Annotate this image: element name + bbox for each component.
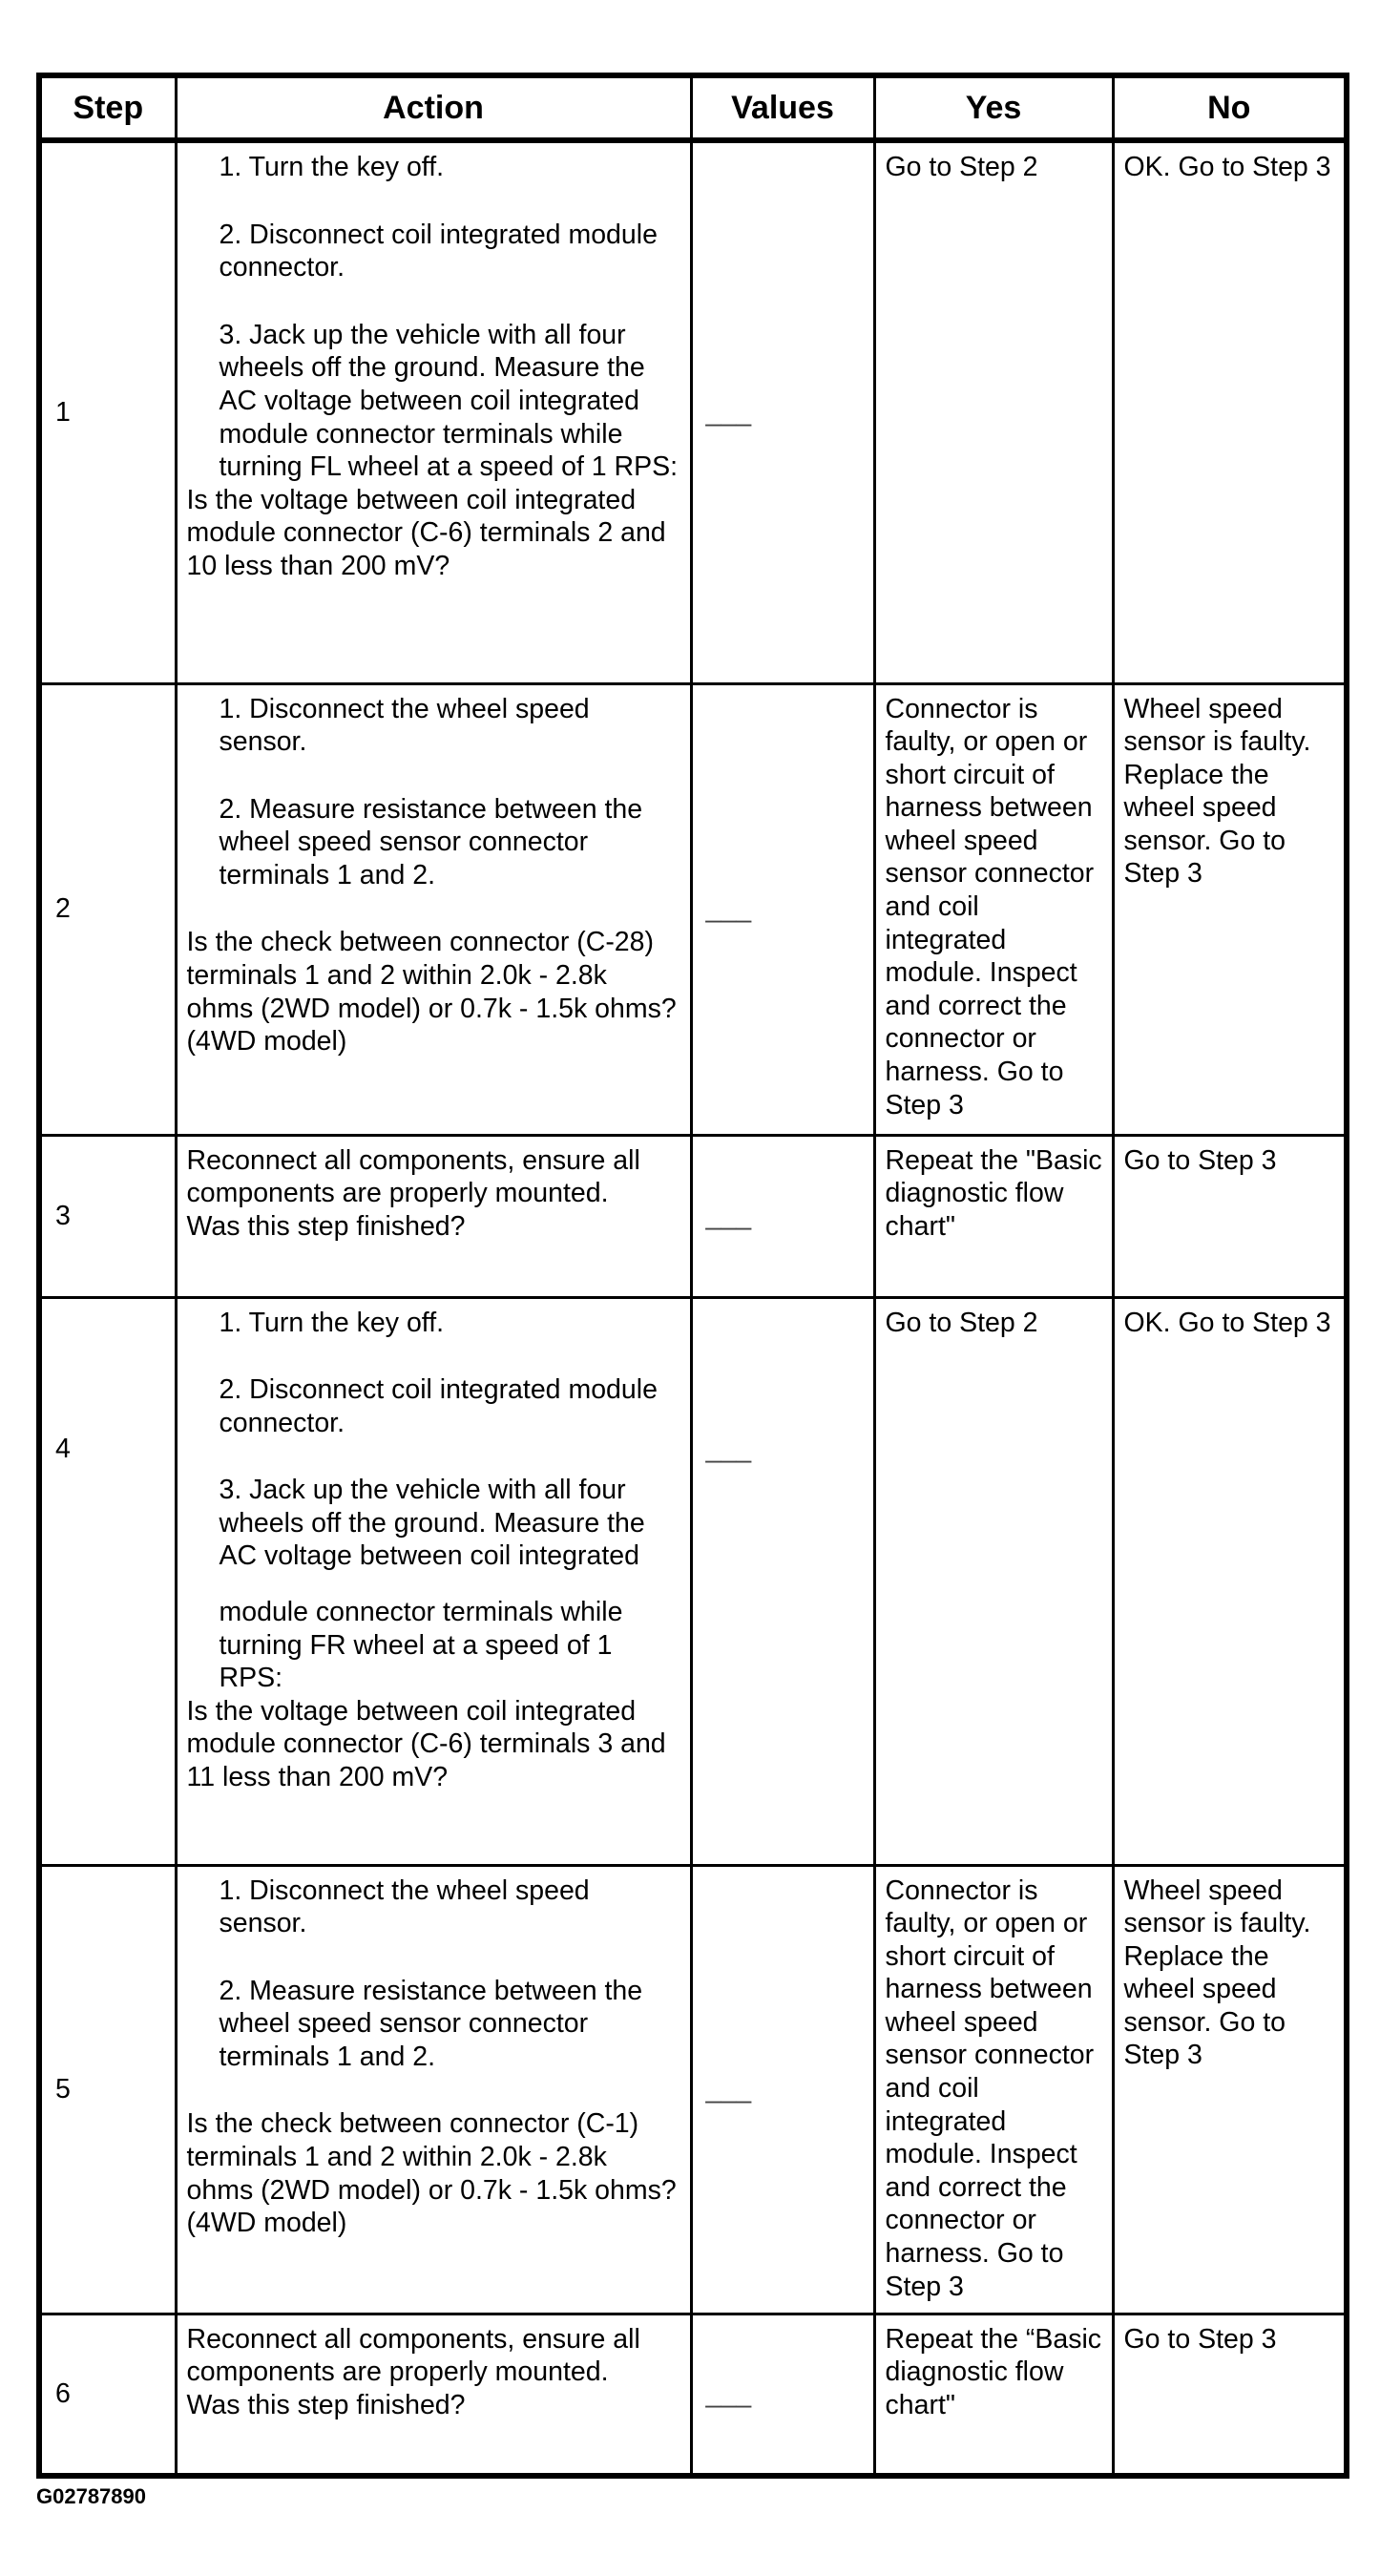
action-question: Is the check between connector (C-28) terminals 1 and 2 within 2.0k - 2.8k ohms (2WD model) or 0.7k - 1.5k ohms? (4WD model) [186,927,677,1058]
action-question: Was this step finished? [186,2389,466,2420]
action-cell [176,2314,691,2476]
yes-cell [874,1135,1113,1297]
no-cell [1113,1135,1347,1297]
header-values: Values [691,75,874,140]
yes-cell [874,2314,1113,2476]
no-text: Wheel speed sensor is faulty. Replace the wheel speed sensor. Go to Step 3 [1123,1874,1311,2071]
action-item: 1. Turn the key off. [219,1307,445,1338]
action-cell [176,1865,691,2314]
no-text: OK. Go to Step 3 [1123,152,1331,182]
header-action: Action [176,75,691,140]
header-yes: Yes [874,75,1113,140]
no-text: Go to Step 3 [1123,1144,1277,1176]
yes-cell [874,140,1113,683]
yes-text: Go to Step 2 [885,152,1038,182]
yes-text: Connector is faulty, or open or short circuit of harness between wheel speed sensor connector and coil integrated module. Inspect and correct the connector or harness. Go to Step 3 [885,693,1095,1120]
values-cell: ___ [691,2314,874,2476]
step-number: 4 [39,1297,176,1865]
header-step: Step [39,75,176,140]
action-cell [176,683,691,1135]
yes-text: Repeat the “Basic diagnostic flow chart" [885,2323,1102,2420]
action-question: Is the check between connector (C-1) terminals 1 and 2 within 2.0k - 2.8k ohms (2WD model) or 0.7k - 1.5k ohms? (4WD model) [186,2108,677,2239]
action-item: 1. Disconnect the wheel speed sensor. [219,1874,590,1939]
action-text: Reconnect all components, ensure all components are properly mounted. [186,1144,640,1209]
action-item: 2. Measure resistance between the wheel speed sensor connector terminals 1 and 2. [219,793,643,890]
action-item: 2. Disconnect coil integrated module connector. [219,1374,658,1438]
action-question: Was this step finished? [186,1210,466,1242]
action-text: Reconnect all components, ensure all components are properly mounted. [186,2323,640,2388]
table-row [39,1135,1347,1297]
table-row [39,2314,1347,2476]
no-cell [1113,1297,1347,1865]
yes-cell [874,683,1113,1135]
no-cell [1113,683,1347,1135]
figure-id: G02787890 [36,2484,146,2508]
action-cell [176,140,691,683]
yes-text: Repeat the "Basic diagnostic flow chart" [885,1144,1102,1242]
values-cell: ___ [691,1865,874,2314]
header-row [39,75,1347,140]
yes-text: Connector is faulty, or open or short circuit of harness between wheel speed sensor connector and coil integrated module. Inspect and correct the connector or harness. Go to Step 3 [885,1874,1095,2302]
step-number: 2 [39,683,176,1135]
action-item: module connector terminals while turning FR wheel at a speed of 1 RPS: [219,1597,623,1694]
action-item: 2. Disconnect coil integrated module connector. [219,219,658,283]
values-cell: ___ [691,683,874,1135]
yes-cell [874,1297,1113,1865]
action-item: 1. Disconnect the wheel speed sensor. [219,693,590,758]
values-cell: ___ [691,140,874,683]
step-number: 6 [39,2314,176,2476]
no-cell [1113,140,1347,683]
step-number: 5 [39,1865,176,2314]
values-cell: ___ [691,1135,874,1297]
action-item: 2. Measure resistance between the wheel speed sensor connector terminals 1 and 2. [219,1975,643,2072]
action-item: 1. Turn the key off. [219,152,445,182]
table-row [39,683,1347,1135]
table-row [39,1865,1347,2314]
no-text: OK. Go to Step 3 [1123,1307,1331,1338]
action-cell [176,1297,691,1865]
yes-cell [874,1865,1113,2314]
table-row [39,1297,1347,1865]
no-cell [1113,2314,1347,2476]
no-text: Go to Step 3 [1123,2323,1277,2355]
step-number: 3 [39,1135,176,1297]
action-cell [176,1135,691,1297]
no-text: Wheel speed sensor is faulty. Replace the wheel speed sensor. Go to Step 3 [1123,693,1311,890]
action-question: Is the voltage between coil integrated module connector (C-6) terminals 2 and 10 less than 200 mV? [186,484,666,581]
action-question: Is the voltage between coil integrated module connector (C-6) terminals 3 and 11 less than 200 mV? [186,1695,666,1793]
no-cell [1113,1865,1347,2314]
header-no: No [1113,75,1347,140]
values-cell: ___ [691,1297,874,1865]
action-item: 3. Jack up the vehicle with all four wheels off the ground. Measure the AC voltage between coil integrated module connector terminals while turning FL wheel at a speed of 1 RPS: [219,319,679,483]
yes-text: Go to Step 2 [885,1307,1038,1338]
step-number: 1 [39,140,176,683]
diagnostic-table [36,73,1349,2479]
action-item: 3. Jack up the vehicle with all four wheels off the ground. Measure the AC voltage between coil integrated [219,1475,645,1572]
table-row [39,140,1347,683]
